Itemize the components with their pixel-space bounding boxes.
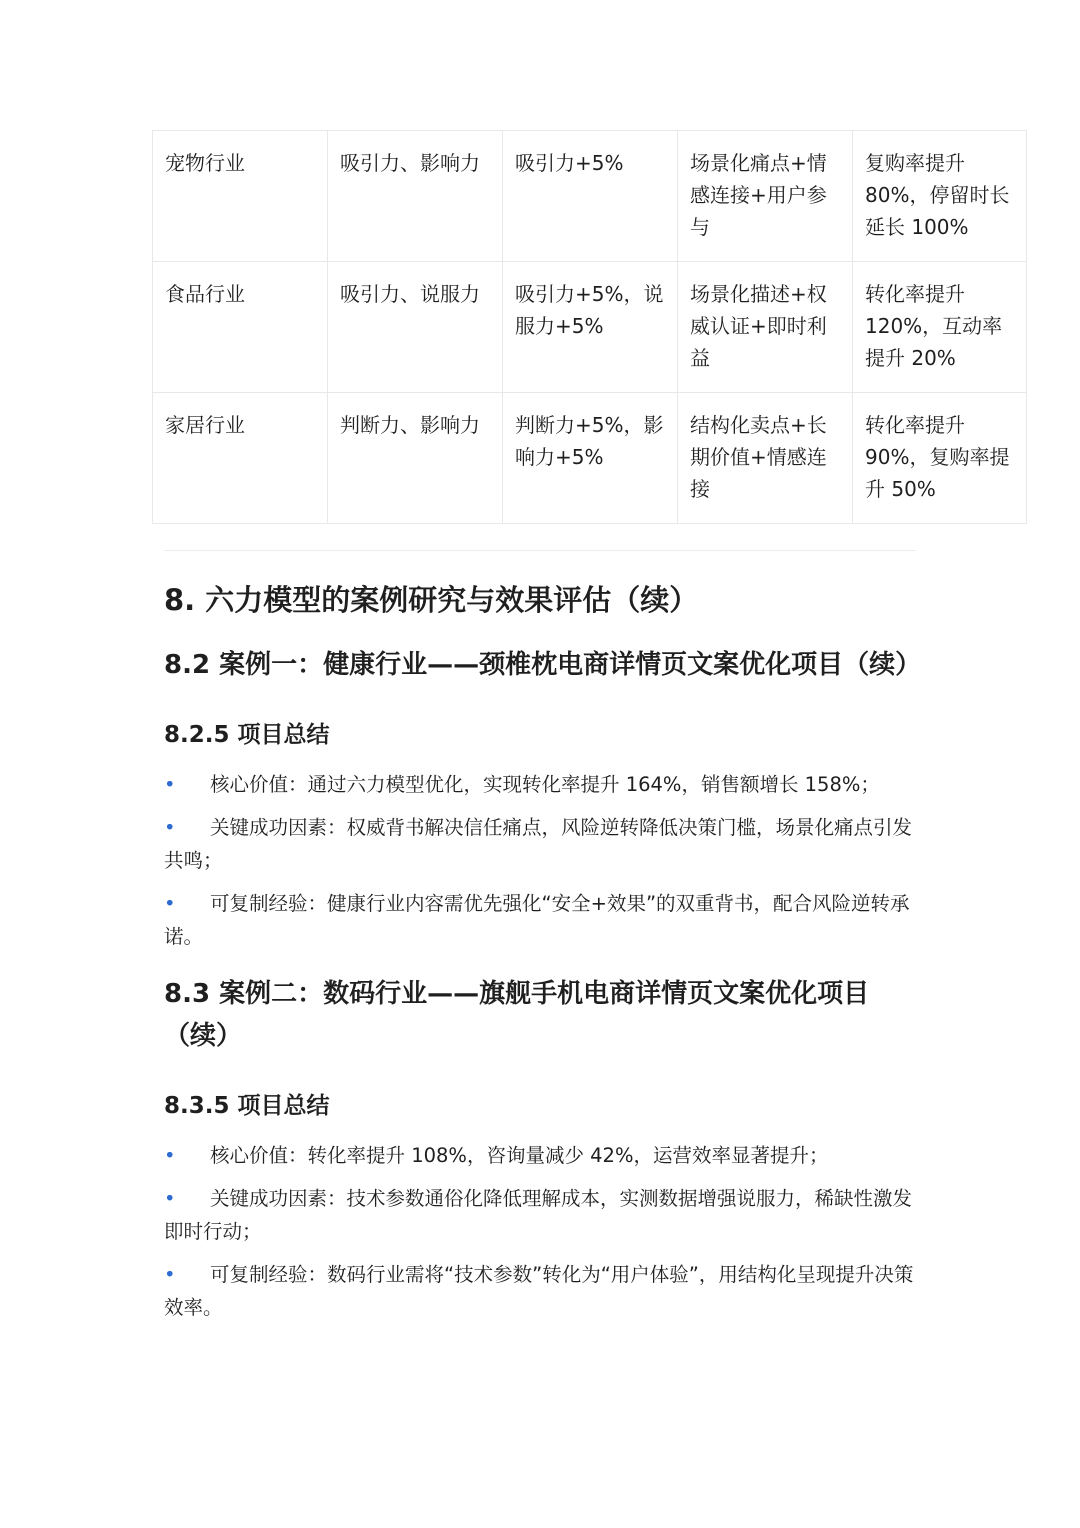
bullet-icon: • (164, 1187, 176, 1210)
case1-heading: 8.2 案例一：健康行业——颈椎枕电商详情页文案优化项目（续） (164, 650, 922, 680)
list-item: • 核心价值：通过六力模型优化，实现转化率提升 164%，销售额增长 158%； (164, 768, 916, 801)
table-cell: 吸引力+5% (503, 131, 678, 262)
case2-subheading: 8.3.5 项目总结 (164, 1093, 330, 1119)
bullet-icon: • (164, 1144, 176, 1167)
bullet-icon: • (164, 892, 176, 915)
industry-table (152, 130, 1027, 524)
bullet-icon: • (164, 816, 176, 839)
table-cell: 转化率提升 90%，复购率提升 50% (853, 393, 1027, 524)
list-item: • 可复制经验：健康行业内容需优先强化“安全+效果”的双重背书，配合风险逆转承诺。 (164, 887, 916, 953)
list-item: • 关键成功因素：权威背书解决信任痛点，风险逆转降低决策门槛，场景化痛点引发共鸣； (164, 811, 916, 877)
case2-summary-list (164, 1139, 916, 1324)
bullet-icon: • (164, 1263, 176, 1286)
case2-heading: 8.3 案例二：数码行业——旗舰手机电商详情页文案优化项目（续） (164, 979, 870, 1051)
table-cell: 吸引力+5%，说服力+5% (503, 262, 678, 393)
section-heading: 8. 六力模型的案例研究与效果评估（续） (164, 583, 699, 617)
table-cell: 食品行业 (153, 262, 328, 393)
list-item: • 核心价值：转化率提升 108%，咨询量减少 42%，运营效率显著提升； (164, 1139, 916, 1172)
table-cell: 场景化描述+权威认证+即时利益 (678, 262, 853, 393)
document-body (164, 578, 922, 1344)
bullet-icon: • (164, 773, 176, 796)
case1-summary-list (164, 768, 916, 953)
section-divider (164, 550, 916, 551)
table-cell: 转化率提升 120%，互动率提升 20% (853, 262, 1027, 393)
table-cell: 场景化痛点+情感连接+用户参与 (678, 131, 853, 262)
list-item: • 关键成功因素：技术参数通俗化降低理解成本，实测数据增强说服力，稀缺性激发即时行动； (164, 1182, 916, 1248)
table-row (153, 393, 1027, 524)
table-cell: 宠物行业 (153, 131, 328, 262)
case1-subheading: 8.2.5 项目总结 (164, 722, 330, 748)
list-item: • 可复制经验：数码行业需将“技术参数”转化为“用户体验”，用结构化呈现提升决策效率。 (164, 1258, 916, 1324)
table-row (153, 131, 1027, 262)
table-cell: 家居行业 (153, 393, 328, 524)
table-cell: 吸引力、说服力 (328, 262, 503, 393)
table-cell: 结构化卖点+长期价值+情感连接 (678, 393, 853, 524)
table-row (153, 262, 1027, 393)
table-cell: 判断力、影响力 (328, 393, 503, 524)
table-cell: 吸引力、影响力 (328, 131, 503, 262)
table-cell: 复购率提升 80%，停留时长延长 100% (853, 131, 1027, 262)
table-cell: 判断力+5%，影响力+5% (503, 393, 678, 524)
